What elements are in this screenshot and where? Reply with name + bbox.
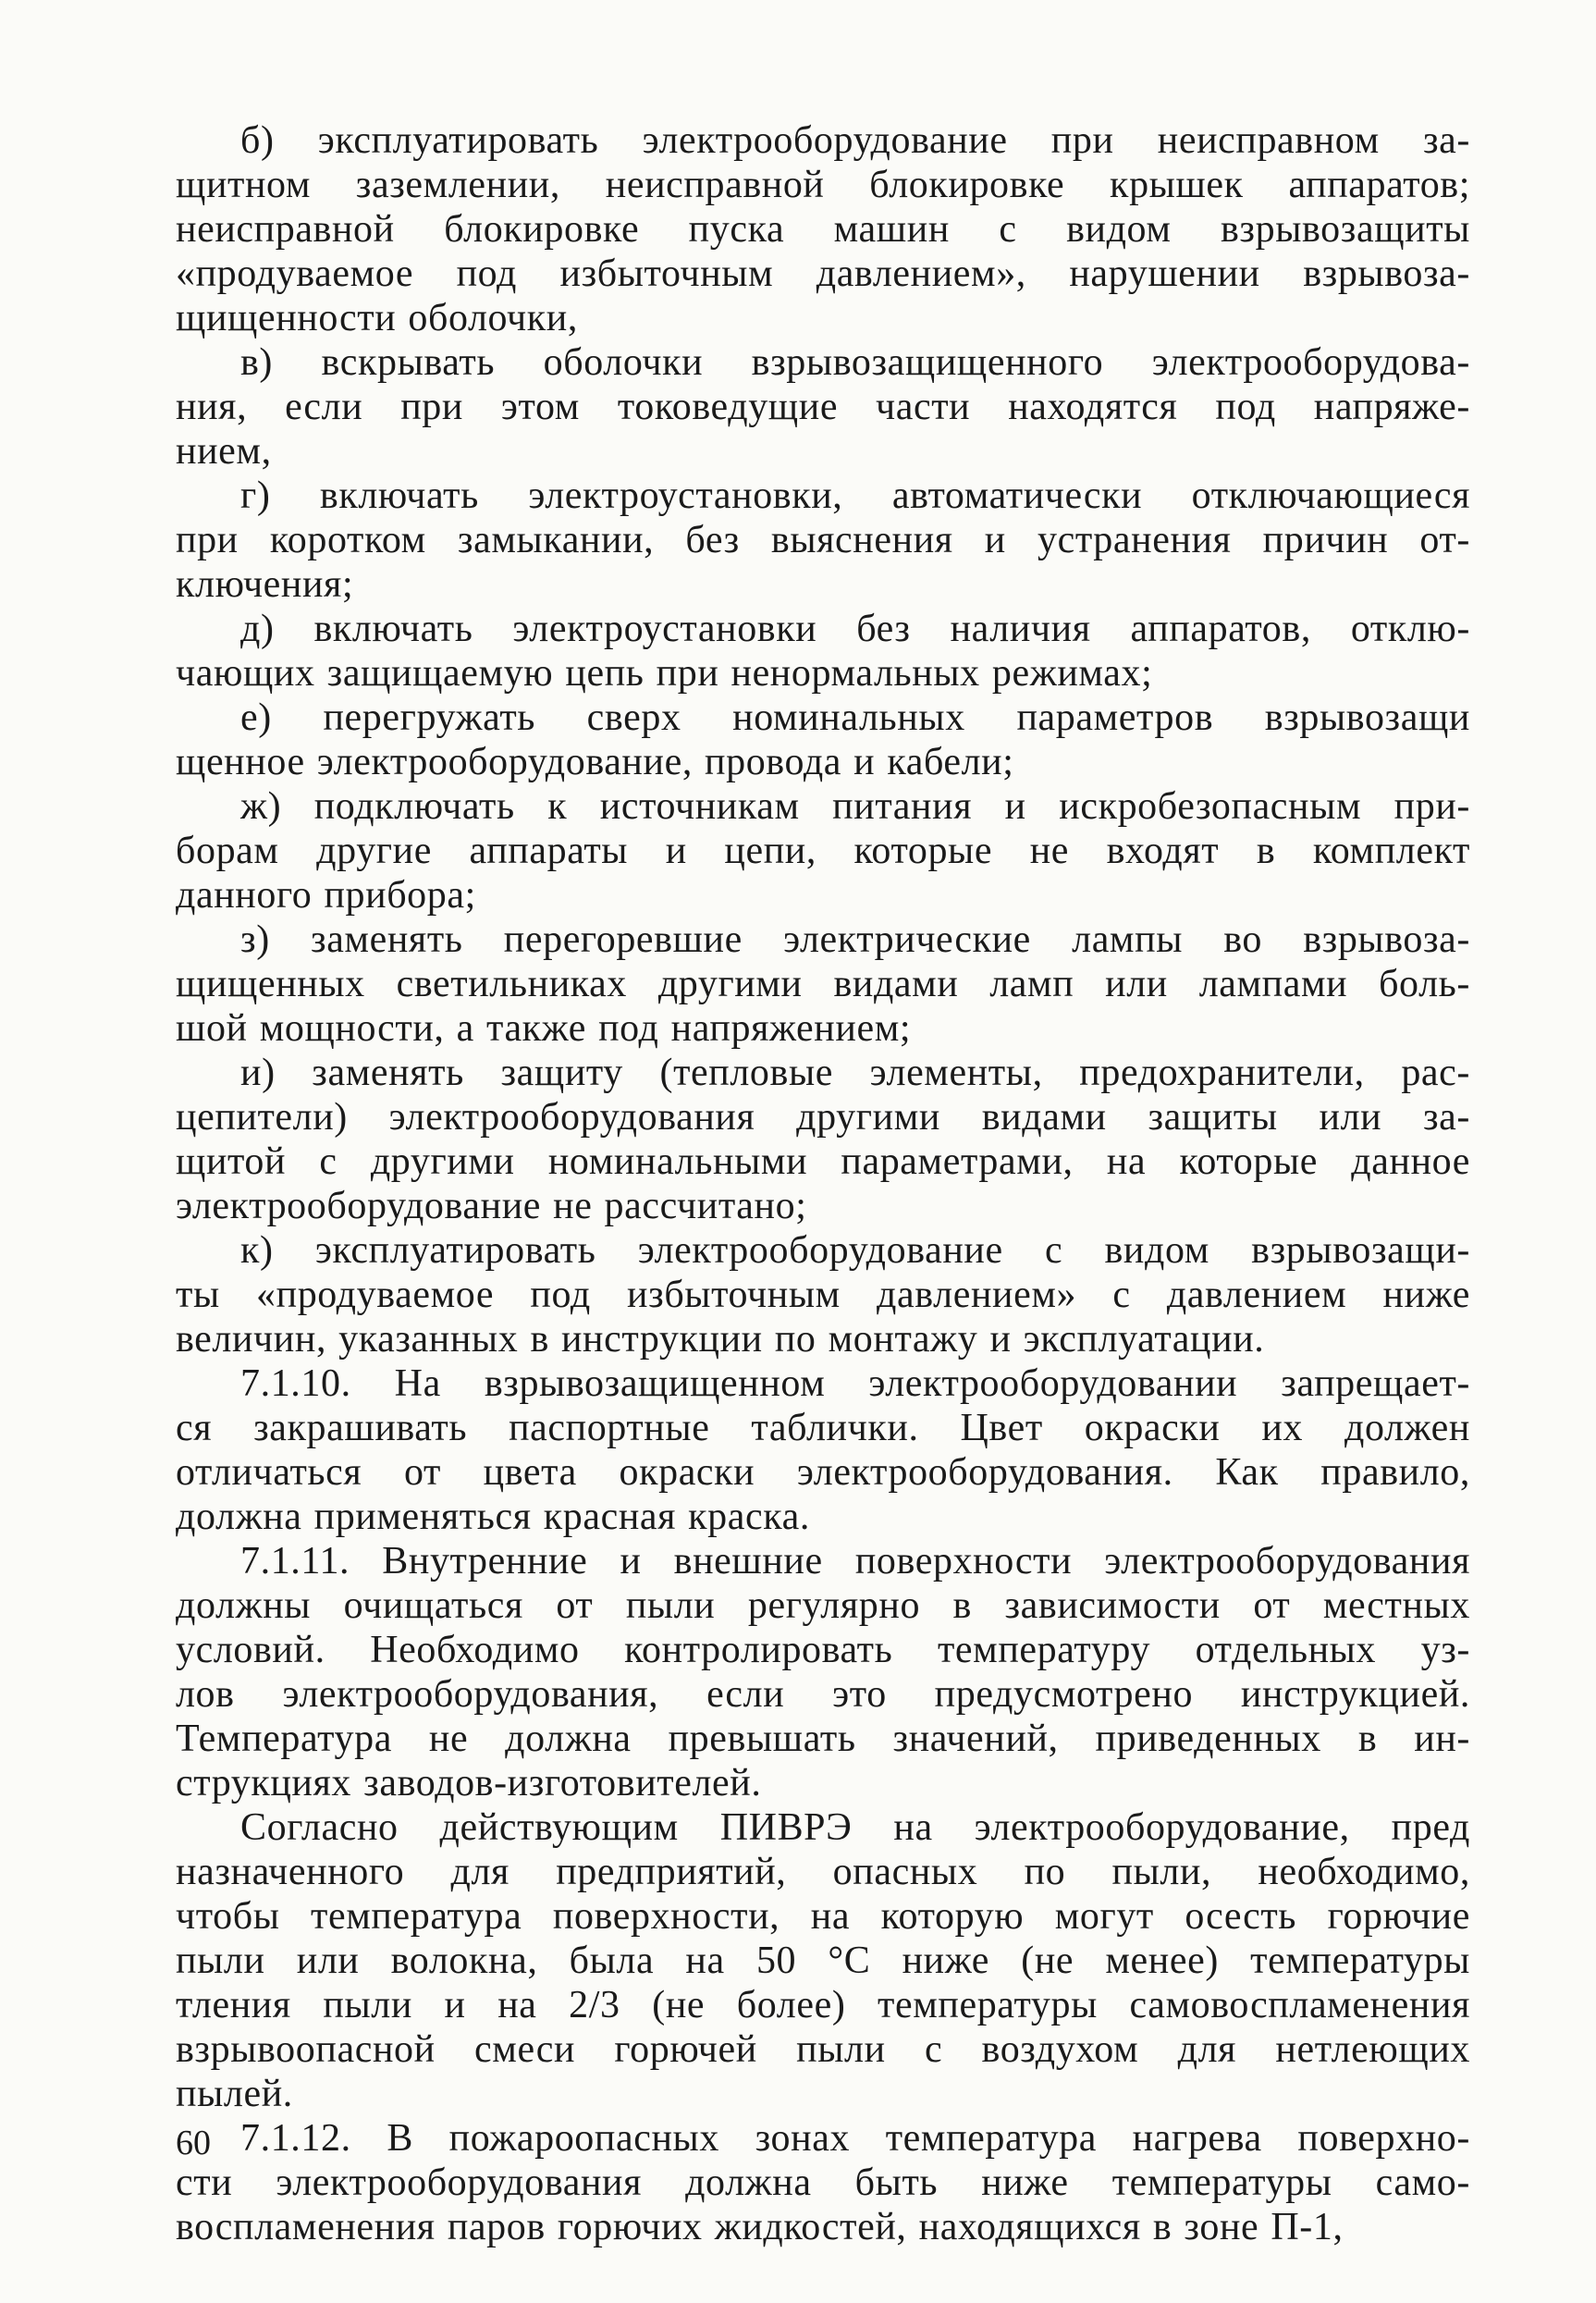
text-line: цепители) электрооборудования другими видами защиты или за- (176, 1096, 1470, 1139)
text-line: Температура не должна превышать значений, приведенных в ин- (176, 1718, 1470, 1760)
text-line: Согласно действующим ПИВРЭ на электрооборудование, пред (240, 1806, 1470, 1849)
text-line: г) включать электроустановки, автоматически отключающиеся (240, 474, 1470, 517)
text-line: неисправной блокировке пуска машин с видом взрывозащиты (176, 208, 1470, 251)
text-line: шой мощности, а также под напряжением; (176, 1007, 912, 1050)
text-line: условий. Необходимо контролировать температуру отдельных уз- (176, 1629, 1470, 1671)
text-line: лов электрооборудования, если это предусмотрено инструкцией. (176, 1673, 1470, 1716)
text-line: в) вскрывать оболочки взрывозащищенного электрооборудова- (240, 341, 1470, 384)
text-line: должны очищаться от пыли регулярно в зависимости от местных (176, 1584, 1470, 1627)
text-line: щищенных светильниках другими видами ламп или лампами боль- (176, 963, 1470, 1005)
page-number: 60 (176, 2124, 211, 2162)
text-line: щенное электрооборудование, провода и кабели; (176, 741, 1014, 783)
text-line: чтобы температура поверхности, на которую могут осесть горючие (176, 1895, 1470, 1938)
text-line: 7.1.12. В пожароопасных зонах температура нагрева поверхно- (240, 2117, 1470, 2160)
text-line: ты «продуваемое под избыточным давлением» с давлением ниже (176, 1274, 1470, 1316)
paragraph-d (176, 607, 1470, 696)
text-line: взрывоопасной смеси горючей пыли с воздухом для нетлеющих (176, 2028, 1470, 2071)
text-line: щитой с другими номинальными параметрами, на которые данное (176, 1140, 1470, 1183)
text-line: борам другие аппараты и цепи, которые не входят в комплект (176, 830, 1470, 872)
text-line: сти электрооборудования должна быть ниже температуры само- (176, 2161, 1470, 2204)
text-line: е) перегружать сверх номинальных параметров взрывозащи (240, 696, 1470, 739)
paragraph-zh (176, 784, 1470, 918)
text-line: щитном заземлении, неисправной блокировке крышек аппаратов; (176, 164, 1470, 206)
text-line: струкциях заводов-изготовителей. (176, 1762, 762, 1804)
text-line: величин, указанных в инструкции по монтажу и эксплуатации. (176, 1318, 1265, 1361)
paragraph-p7111 (176, 1539, 1470, 1805)
paragraph-g (176, 474, 1470, 607)
text-line: ж) подключать к источникам питания и искробезопасным при- (240, 785, 1470, 828)
text-line: 7.1.10. На взрывозащищенном электрооборудовании запрещает- (240, 1362, 1470, 1405)
paragraph-p7110 (176, 1361, 1470, 1539)
text-line: пыли или волокна, была на 50 °С ниже (не менее) температуры (176, 1940, 1470, 1982)
paragraph-i (176, 1051, 1470, 1228)
paragraph-pivre (176, 1805, 1470, 2116)
paragraph-k (176, 1228, 1470, 1361)
text-line: чающих защищаемую цепь при ненормальных режимах; (176, 652, 1153, 695)
text-line: при коротком замыкании, без выяснения и устранения причин от- (176, 519, 1470, 561)
text-line: пылей. (176, 2073, 293, 2115)
text-line: б) эксплуатировать электрооборудование при неисправном за- (240, 119, 1470, 162)
text-line: тления пыли и на 2/3 (не более) температуры самовоспламенения (176, 1984, 1470, 2026)
text-line: нием, (176, 430, 272, 473)
document-body (176, 118, 1470, 2249)
text-line: воспламенения паров горючих жидкостей, находящихся в зоне П-1, (176, 2206, 1344, 2248)
text-line: ния, если при этом токоведущие части находятся под напряже- (176, 386, 1470, 428)
text-line: 7.1.11. Внутренние и внешние поверхности электрооборудования (240, 1540, 1470, 1583)
text-line: данного прибора; (176, 874, 476, 917)
text-line: ключения; (176, 563, 354, 606)
paragraph-e (176, 696, 1470, 784)
text-line: д) включать электроустановки без наличия аппаратов, отклю- (240, 608, 1470, 650)
paragraph-z (176, 918, 1470, 1051)
paragraph-v (176, 340, 1470, 474)
text-line: назначенного для предприятий, опасных по пыли, необходимо, (176, 1851, 1470, 1893)
text-line: з) заменять перегоревшие электрические лампы во взрывоза- (240, 918, 1470, 961)
text-line: и) заменять защиту (тепловые элементы, предохранители, рас- (240, 1052, 1470, 1094)
text-line: электрооборудование не рассчитано; (176, 1185, 807, 1227)
text-line: щищенности оболочки, (176, 297, 578, 339)
text-line: к) эксплуатировать электрооборудование с видом взрывозащи- (240, 1229, 1470, 1272)
text-line: ся закрашивать паспортные таблички. Цвет окраски их должен (176, 1407, 1470, 1449)
text-line: «продуваемое под избыточным давлением», нарушении взрывоза- (176, 252, 1470, 295)
text-line: должна применяться красная краска. (176, 1496, 810, 1538)
text-line: отличаться от цвета окраски электрооборудования. Как правило, (176, 1451, 1470, 1494)
paragraph-p7112 (176, 2116, 1470, 2249)
paragraph-b (176, 118, 1470, 340)
